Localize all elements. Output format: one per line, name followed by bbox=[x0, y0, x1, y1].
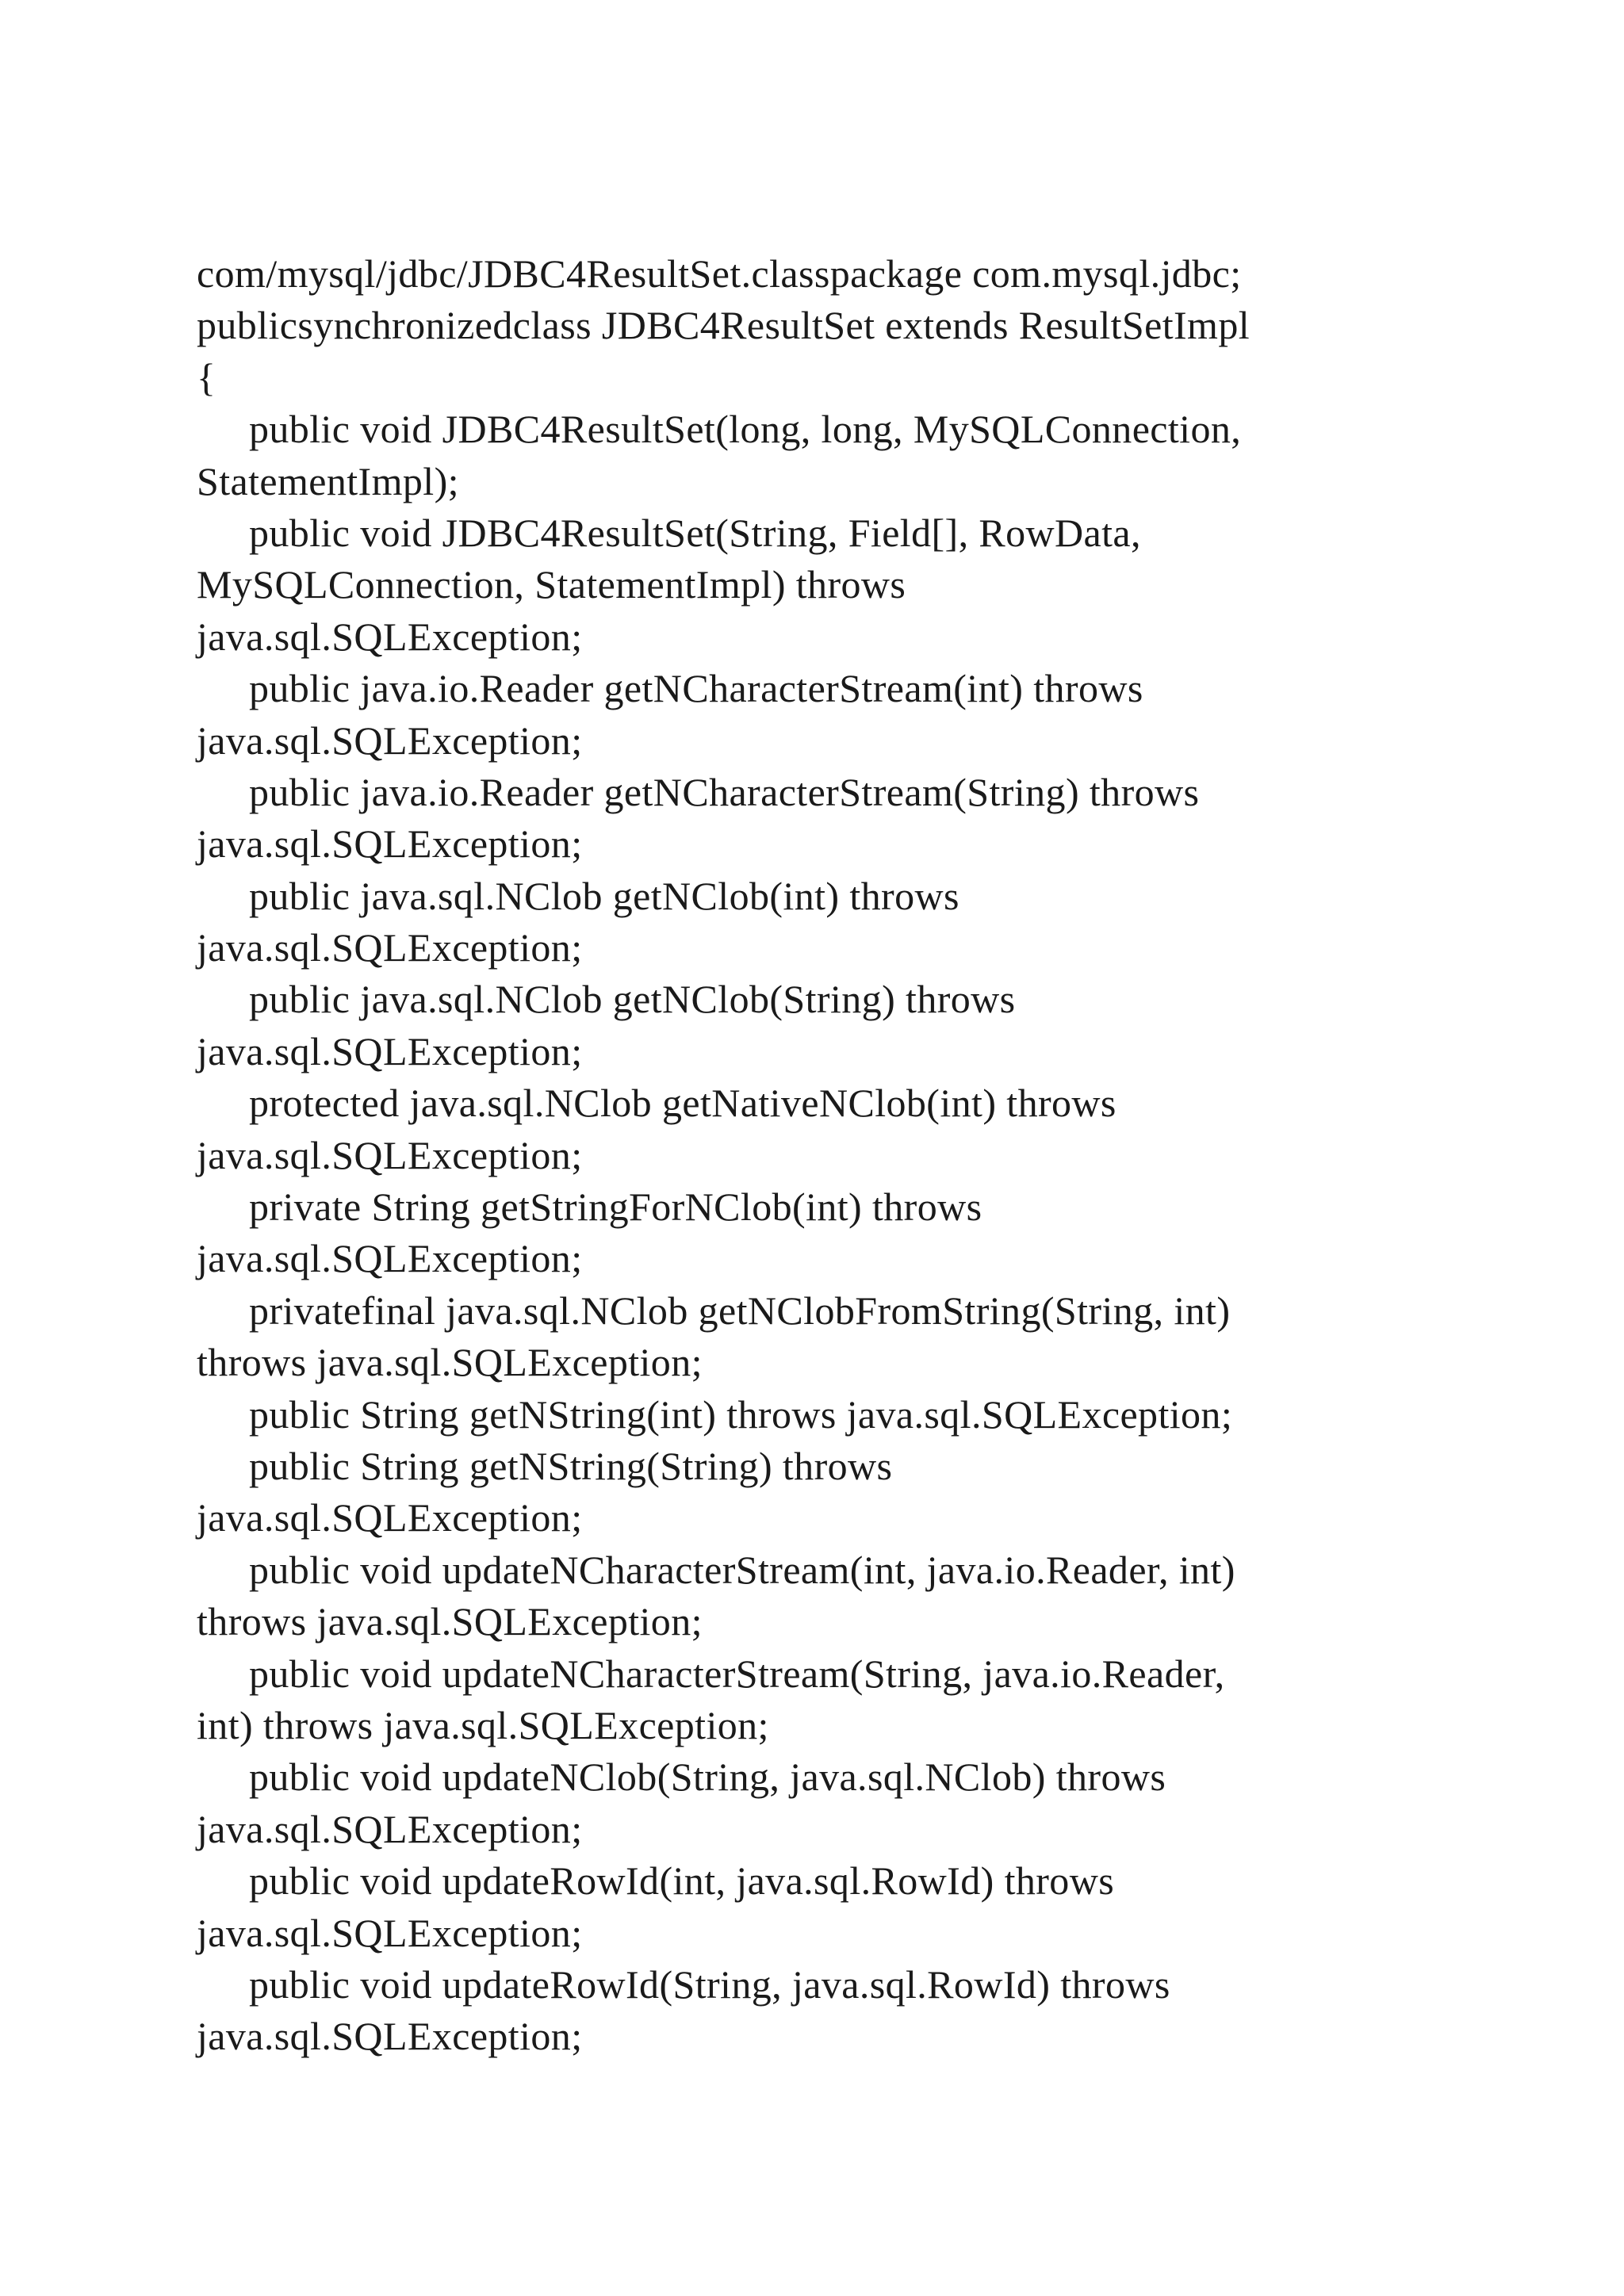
text-line: java.sql.SQLException; bbox=[197, 614, 583, 659]
text-line: MySQLConnection, StatementImpl) throws bbox=[197, 562, 906, 607]
text-line: java.sql.SQLException; bbox=[197, 2014, 583, 2059]
text-line: throws java.sql.SQLException; bbox=[197, 1340, 703, 1385]
text-line: public java.sql.NClob getNClob(String) throws bbox=[249, 977, 1016, 1022]
text-line: public void updateNCharacterStream(int, java.io.Reader, int) bbox=[249, 1547, 1235, 1592]
text-line: privatefinal java.sql.NClob getNClobFromString(String, int) bbox=[249, 1288, 1231, 1333]
document-text bbox=[197, 248, 1505, 2063]
text-line: { bbox=[197, 354, 216, 400]
text-line: com/mysql/jdbc/JDBC4ResultSet.classpackage com.mysql.jdbc; bbox=[197, 251, 1242, 296]
text-line: public String getNString(String) throws bbox=[249, 1443, 893, 1488]
text-line: java.sql.SQLException; bbox=[197, 1028, 583, 1073]
text-line: java.sql.SQLException; bbox=[197, 1132, 583, 1177]
text-line: java.sql.SQLException; bbox=[197, 1806, 583, 1851]
text-line: public void updateRowId(int, java.sql.RowId) throws bbox=[249, 1858, 1115, 1904]
text-line: public java.sql.NClob getNClob(int) throws bbox=[249, 873, 959, 918]
text-line: protected java.sql.NClob getNativeNClob(int) throws bbox=[249, 1081, 1116, 1126]
text-line: public java.io.Reader getNCharacterStream(String) throws bbox=[249, 769, 1200, 814]
text-line: public void updateNClob(String, java.sql.NClob) throws bbox=[249, 1755, 1166, 1800]
text-line: public void JDBC4ResultSet(String, Field[], RowData, bbox=[249, 510, 1141, 555]
text-line: public void updateNCharacterStream(String, java.io.Reader, bbox=[249, 1651, 1225, 1696]
text-line: java.sql.SQLException; bbox=[197, 1495, 583, 1540]
text-line: public String getNString(int) throws java.sql.SQLException; bbox=[249, 1391, 1233, 1437]
text-line: int) throws java.sql.SQLException; bbox=[197, 1702, 769, 1747]
text-line: java.sql.SQLException; bbox=[197, 925, 583, 970]
text-line: java.sql.SQLException; bbox=[197, 821, 583, 867]
text-line: public java.io.Reader getNCharacterStream(int) throws bbox=[249, 666, 1143, 711]
text-line: public void updateRowId(String, java.sql.RowId) throws bbox=[249, 1961, 1170, 2007]
text-line: private String getStringForNClob(int) throws bbox=[249, 1184, 982, 1230]
text-line: java.sql.SQLException; bbox=[197, 718, 583, 763]
text-line: java.sql.SQLException; bbox=[197, 1910, 583, 1955]
text-line: publicsynchronizedclass JDBC4ResultSet extends ResultSetImpl bbox=[197, 303, 1251, 348]
text-line: StatementImpl); bbox=[197, 458, 459, 503]
text-line: java.sql.SQLException; bbox=[197, 1236, 583, 1281]
text-line: throws java.sql.SQLException; bbox=[197, 1599, 703, 1644]
text-line: public void JDBC4ResultSet(long, long, MySQLConnection, bbox=[249, 407, 1242, 452]
